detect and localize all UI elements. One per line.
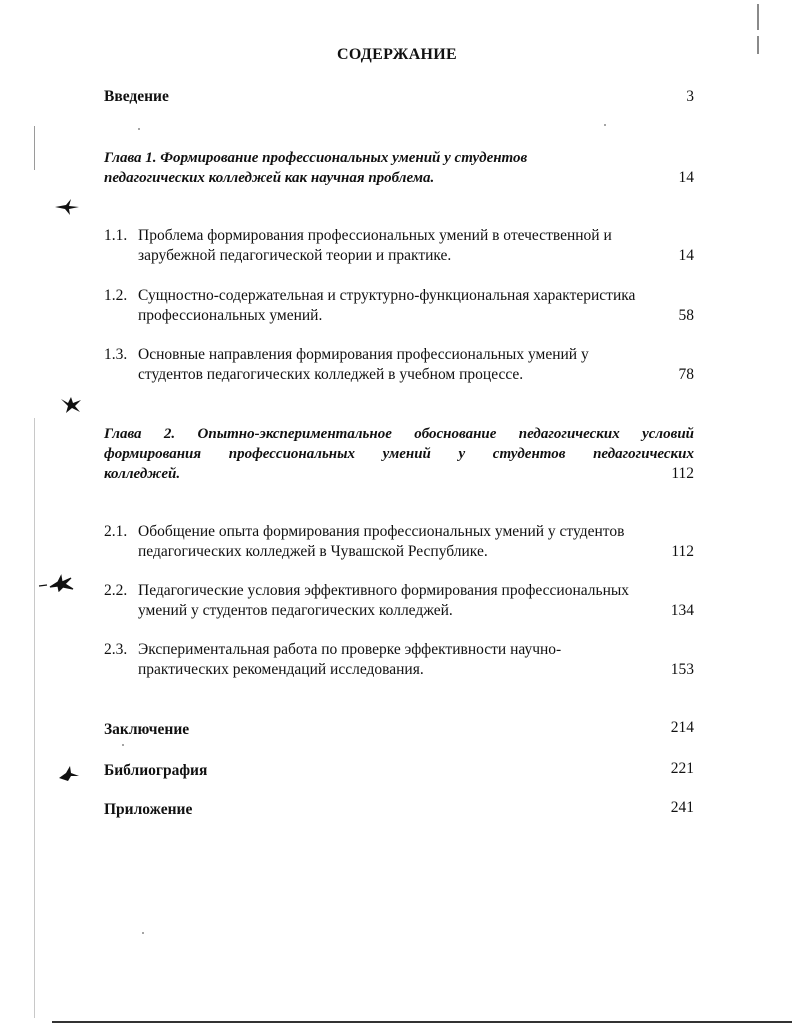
toc-chapter-line: Глава 2. Опытно-экспериментальное обоснование педагогических условий — [104, 426, 694, 442]
toc-page-number: 134 — [670, 602, 694, 619]
scan-margin-line — [34, 126, 35, 170]
toc-page-number: 14 — [678, 247, 694, 264]
toc-section-line: умений у студентов педагогических колледжей. — [138, 602, 453, 619]
scan-bottom-line — [52, 1021, 792, 1023]
toc-page-number: 3 — [686, 88, 694, 105]
toc-section-number: 2.2. — [104, 582, 128, 599]
toc-section-number: 2.1. — [104, 523, 128, 540]
scan-speck — [604, 124, 606, 126]
toc-section-line: педагогических колледжей в Чувашской Республике. — [138, 543, 488, 560]
binder-hole-mark-icon — [38, 574, 76, 592]
toc-section-line: Педагогические условия эффективного формирования профессиональных — [138, 582, 630, 599]
toc-page-number: 112 — [671, 465, 694, 482]
toc-section-line: студентов педагогических колледжей в учебном процессе. — [138, 366, 524, 383]
toc-label: Введение — [104, 88, 169, 105]
toc-label: Библиография — [104, 762, 208, 779]
toc-page-number: 221 — [670, 760, 694, 777]
toc-section-line: профессиональных умений. — [138, 307, 323, 324]
toc-page-number: 58 — [678, 307, 694, 324]
toc-section-line: Проблема формирования профессиональных умений в отечественной и — [138, 227, 612, 244]
toc-section-line: Обобщение опыта формирования профессиональных умений у студентов — [138, 523, 625, 540]
toc-chapter-2 — [104, 424, 694, 484]
toc-entry-conclusion — [104, 720, 694, 740]
toc-page-number: 241 — [670, 799, 694, 816]
toc-chapter-1 — [104, 148, 694, 188]
toc-label: Заключение — [104, 721, 190, 738]
toc-label: Приложение — [104, 801, 193, 818]
toc-entry-intro — [104, 87, 694, 107]
toc-page-number: 214 — [670, 719, 694, 736]
binder-hole-mark-icon — [60, 396, 82, 414]
binder-hole-mark-icon — [58, 764, 80, 782]
toc-section-number: 2.3. — [104, 641, 128, 658]
scan-margin-line — [34, 418, 35, 1018]
toc-page-number: 112 — [671, 543, 694, 560]
scan-edge-mark — [757, 4, 759, 30]
toc-page-number: 153 — [670, 661, 694, 678]
binder-hole-mark-icon — [54, 198, 80, 216]
toc-entry-appendix — [104, 800, 694, 820]
toc-entry-bibliography — [104, 761, 694, 781]
toc-chapter-line: Глава 1. Формирование профессиональных умений у студентов — [104, 150, 528, 166]
toc-section-number: 1.3. — [104, 346, 128, 363]
toc-section-line: Основные направления формирования профессиональных умений у — [138, 346, 589, 363]
scan-speck — [142, 932, 144, 934]
scan-speck — [122, 744, 124, 746]
scan-speck — [138, 128, 140, 130]
toc-section-line: Сущностно-содержательная и структурно-функциональная характеристика — [138, 287, 636, 304]
toc-chapter-line: педагогических колледжей как научная проблема. — [104, 170, 435, 186]
toc-chapter-line: формирования профессиональных умений у студентов педагогических — [104, 446, 694, 462]
toc-chapter-line: колледжей. — [104, 466, 181, 482]
page-title: СОДЕРЖАНИЕ — [336, 46, 458, 63]
toc-page-number: 14 — [678, 169, 694, 186]
toc-page-number: 78 — [678, 366, 694, 383]
toc-section-number: 1.1. — [104, 227, 128, 244]
toc-section-line: Экспериментальная работа по проверке эффективности научно- — [138, 641, 562, 658]
toc-section-line: практических рекомендаций исследования. — [138, 661, 424, 678]
toc-section-number: 1.2. — [104, 287, 128, 304]
toc-section-line: зарубежной педагогической теории и практике. — [138, 247, 452, 264]
